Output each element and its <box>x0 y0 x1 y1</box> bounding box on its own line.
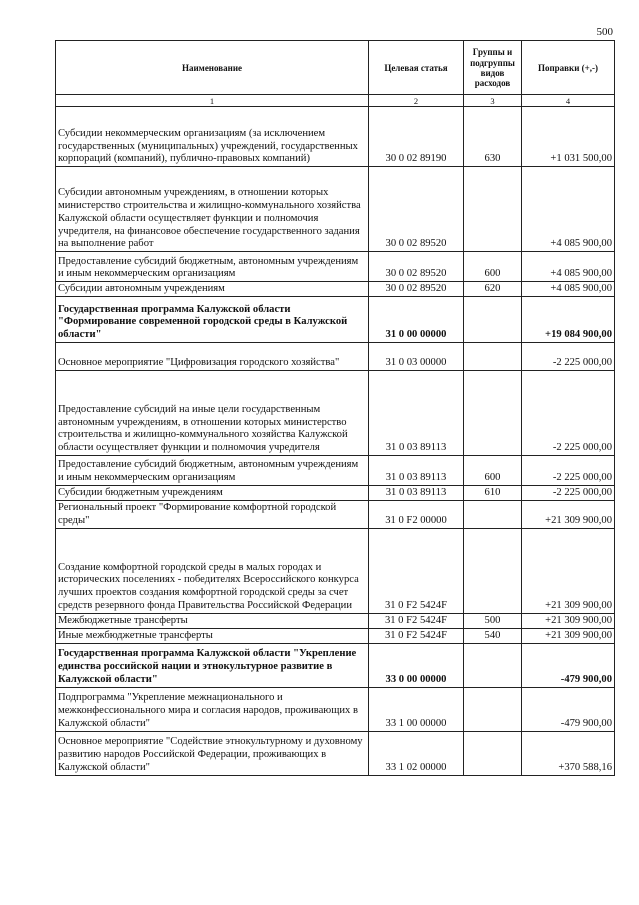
row-amount: -2 225 000,00 <box>522 456 615 486</box>
table-row <box>56 456 615 486</box>
row-target-code: 33 1 00 00000 <box>369 688 464 732</box>
row-amount: +21 309 900,00 <box>522 529 615 614</box>
row-target-code: 31 0 F2 5424F <box>369 614 464 629</box>
page-number: 500 <box>596 26 613 38</box>
row-name: Подпрограмма "Укрепление межнационального и межконфессионального мира и согласия народов, проживающих в Калужской области" <box>56 688 369 732</box>
row-target-code: 31 0 03 89113 <box>369 486 464 501</box>
row-name: Государственная программа Калужской области "Формирование современной городской среды в Калужской области" <box>56 297 369 343</box>
table-row <box>56 732 615 776</box>
table-row <box>56 486 615 501</box>
table-header-row <box>56 41 615 95</box>
row-expense-group <box>464 644 522 688</box>
table-row <box>56 107 615 167</box>
row-name: Предоставление субсидий бюджетным, автономным учреждениям и иным некоммерческим организациям <box>56 252 369 282</box>
table-row <box>56 282 615 297</box>
row-expense-group <box>464 167 522 252</box>
row-expense-group: 600 <box>464 456 522 486</box>
row-target-code: 33 1 02 00000 <box>369 732 464 776</box>
row-expense-group: 620 <box>464 282 522 297</box>
table-row <box>56 167 615 252</box>
row-target-code: 30 0 02 89520 <box>369 252 464 282</box>
row-name: Региональный проект "Формирование комфортной городской среды" <box>56 501 369 529</box>
table-row <box>56 501 615 529</box>
row-target-code: 31 0 00 00000 <box>369 297 464 343</box>
column-number: 2 <box>369 95 464 107</box>
row-amount: +19 084 900,00 <box>522 297 615 343</box>
row-expense-group: 610 <box>464 486 522 501</box>
column-number-row <box>56 95 615 107</box>
row-target-code: 30 0 02 89190 <box>369 107 464 167</box>
row-target-code: 31 0 03 89113 <box>369 371 464 456</box>
row-amount: -2 225 000,00 <box>522 486 615 501</box>
row-expense-group <box>464 371 522 456</box>
row-name: Государственная программа Калужской области "Укрепление единства российской нации и этнокультурное развитие в Калужской области" <box>56 644 369 688</box>
header-name: Наименование <box>56 41 369 95</box>
header-groups: Группы и подгруппы видов расходов <box>464 41 522 95</box>
row-amount: +21 309 900,00 <box>522 501 615 529</box>
row-expense-group <box>464 297 522 343</box>
table-row <box>56 644 615 688</box>
row-target-code: 31 0 F2 5424F <box>369 529 464 614</box>
table-row <box>56 343 615 371</box>
row-amount: +4 085 900,00 <box>522 282 615 297</box>
row-target-code: 30 0 02 89520 <box>369 282 464 297</box>
row-target-code: 33 0 00 00000 <box>369 644 464 688</box>
table-row <box>56 252 615 282</box>
row-name: Субсидии автономным учреждениям, в отношении которых министерство строительства и жилищно-коммунального хозяйства Калужской области осуществляет функции и полномочия учредителя, на финансовое обеспечение государственного задания на выполнение работ <box>56 167 369 252</box>
table-row <box>56 688 615 732</box>
table-body <box>56 107 615 776</box>
table-row <box>56 297 615 343</box>
row-target-code: 31 0 03 00000 <box>369 343 464 371</box>
row-amount: +21 309 900,00 <box>522 629 615 644</box>
row-expense-group: 540 <box>464 629 522 644</box>
row-expense-group: 500 <box>464 614 522 629</box>
row-target-code: 31 0 03 89113 <box>369 456 464 486</box>
row-expense-group: 600 <box>464 252 522 282</box>
row-name: Межбюджетные трансферты <box>56 614 369 629</box>
column-number: 1 <box>56 95 369 107</box>
row-amount: -479 900,00 <box>522 644 615 688</box>
row-amount: +4 085 900,00 <box>522 252 615 282</box>
row-expense-group <box>464 343 522 371</box>
table-row <box>56 614 615 629</box>
row-expense-group <box>464 529 522 614</box>
row-amount: -2 225 000,00 <box>522 371 615 456</box>
row-name: Предоставление субсидий на иные цели государственным автономным учреждениям, в отношении которых министерство строительства и жилищно-коммунального хозяйства Калужской области осуществляет функции и полномочия учредителя <box>56 371 369 456</box>
row-name: Субсидии бюджетным учреждениям <box>56 486 369 501</box>
row-target-code: 31 0 F2 00000 <box>369 501 464 529</box>
table-row <box>56 529 615 614</box>
row-name: Основное мероприятие "Цифровизация городского хозяйства" <box>56 343 369 371</box>
header-amendments: Поправки (+,-) <box>522 41 615 95</box>
table-row <box>56 629 615 644</box>
row-expense-group <box>464 732 522 776</box>
row-expense-group <box>464 501 522 529</box>
budget-amendments-table <box>55 40 615 776</box>
row-name: Предоставление субсидий бюджетным, автономным учреждениям и иным некоммерческим организациям <box>56 456 369 486</box>
row-target-code: 31 0 F2 5424F <box>369 629 464 644</box>
row-target-code: 30 0 02 89520 <box>369 167 464 252</box>
column-number: 4 <box>522 95 615 107</box>
row-expense-group <box>464 688 522 732</box>
column-number: 3 <box>464 95 522 107</box>
header-target: Целевая статья <box>369 41 464 95</box>
row-name: Субсидии автономным учреждениям <box>56 282 369 297</box>
row-amount: +370 588,16 <box>522 732 615 776</box>
row-amount: -2 225 000,00 <box>522 343 615 371</box>
row-name: Субсидии некоммерческим организациям (за исключением государственных (муниципальных) учреждений, государственных корпораций (компаний), публично-правовых компаний) <box>56 107 369 167</box>
row-amount: +1 031 500,00 <box>522 107 615 167</box>
row-expense-group: 630 <box>464 107 522 167</box>
table-row <box>56 371 615 456</box>
row-amount: +21 309 900,00 <box>522 614 615 629</box>
row-name: Иные межбюджетные трансферты <box>56 629 369 644</box>
row-amount: +4 085 900,00 <box>522 167 615 252</box>
row-name: Основное мероприятие "Содействие этнокультурному и духовному развитию народов Российской Федерации, проживающих в Калужской области" <box>56 732 369 776</box>
row-amount: -479 900,00 <box>522 688 615 732</box>
row-name: Создание комфортной городской среды в малых городах и исторических поселениях - победителях Всероссийского конкурса лучших проектов создания комфортной городской среды за счет средств резервного фонда Правительства Российской Федерации <box>56 529 369 614</box>
